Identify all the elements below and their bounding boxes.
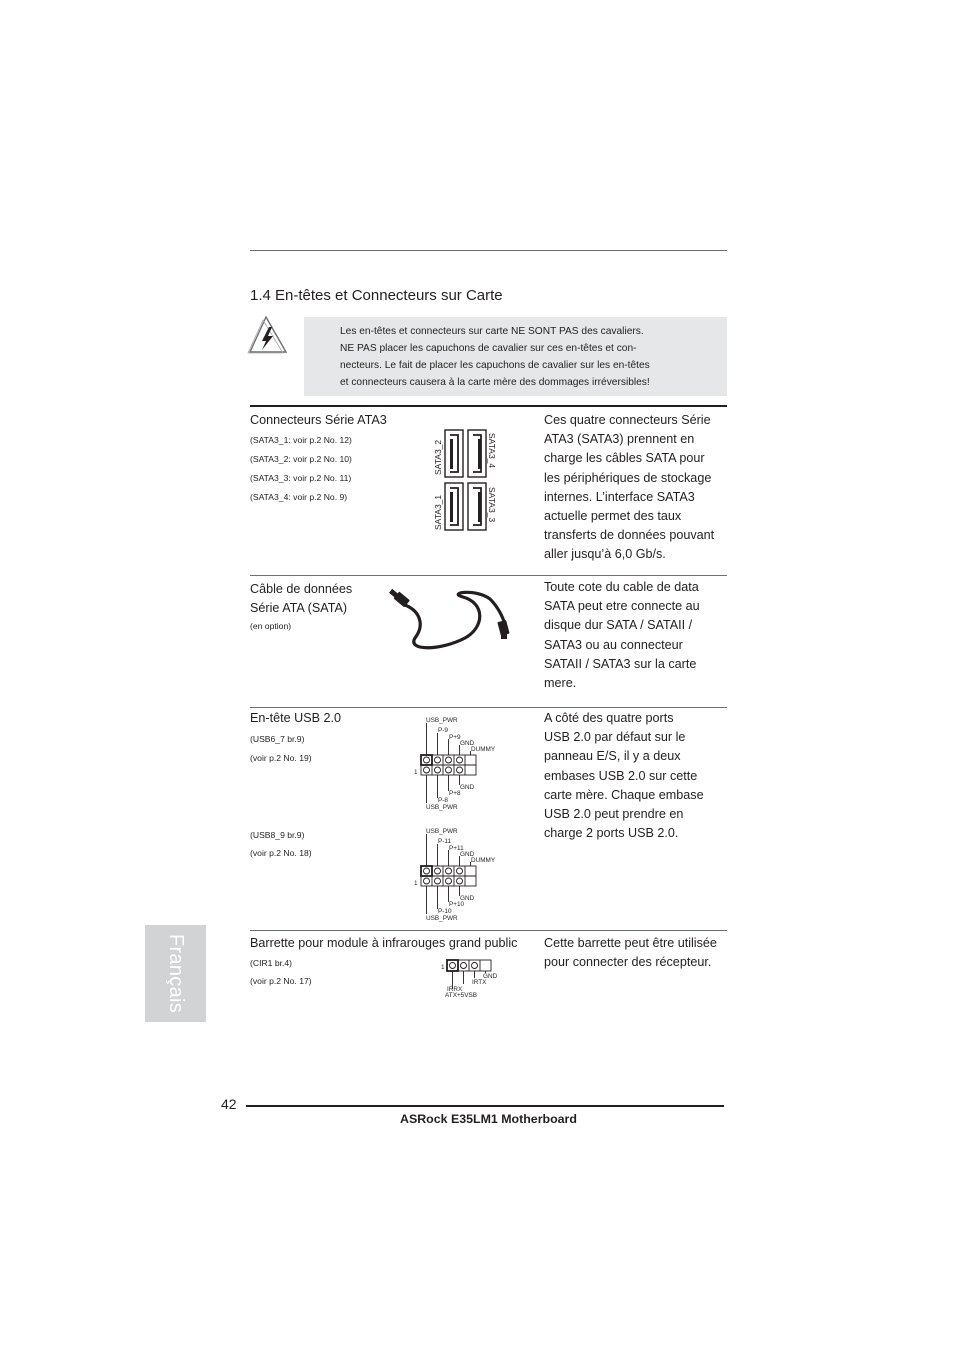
usb-description xyxy=(544,709,722,843)
language-tab-text: Français xyxy=(165,933,187,1014)
desc-line: Toute cote du cable de data xyxy=(544,580,699,594)
usb-pin-label: P-8 xyxy=(438,797,448,804)
warning-line: Les en-têtes et connecteurs sur carte NE SONT PAS des cavaliers. xyxy=(340,326,644,337)
table-top-rule xyxy=(250,405,727,407)
ir-sub: (voir p.2 No. 17) xyxy=(250,976,312,986)
desc-line: ATA3 (SATA3) prennent en xyxy=(544,432,695,447)
usb-sub: (voir p.2 No. 18) xyxy=(250,848,312,858)
usb-pin-label: USB_PWR xyxy=(426,717,458,724)
usb-pin-label: P+8 xyxy=(449,790,461,797)
usb-pin-label: P-11 xyxy=(438,838,452,845)
usb-pin-label: P+9 xyxy=(449,734,461,741)
desc-line: disque dur SATA / SATAII / xyxy=(544,618,693,633)
desc-line: les périphériques de stockage xyxy=(544,470,712,485)
cable-label xyxy=(250,580,352,618)
warning-line: NE PAS placer les capuchons de cavalier sur ces en-têtes et con- xyxy=(340,343,637,354)
desc-line: carte mère. Chaque embase xyxy=(544,787,704,802)
usb-pin-label: P+11 xyxy=(449,845,464,852)
usb-pin-label: 1 xyxy=(414,769,418,776)
sata-sub: (SATA3_3: voir p.2 No. 11) xyxy=(250,473,352,483)
usb-pin-label: USB_PWR xyxy=(426,915,458,922)
usb-pin-label: DUMMY xyxy=(471,746,496,753)
footer-product: ASRock E35LM1 Motherboard xyxy=(400,1112,577,1126)
usb-pin-label: GND xyxy=(460,895,475,902)
desc-line: pour connecter des récepteur. xyxy=(544,955,712,970)
usb-label: En-tête USB 2.0 xyxy=(250,711,342,725)
usb-pin-label: USB_PWR xyxy=(426,828,458,835)
usb-pin-label: P-9 xyxy=(438,727,448,734)
ir-header-diagram xyxy=(438,956,508,1002)
sata-sub: (SATA3_4: voir p.2 No. 9) xyxy=(250,492,348,502)
sata-connectors-diagram xyxy=(430,425,505,535)
warning-line: necteurs. Le fait de placer les capuchons de cavalier sur les en-têtes xyxy=(340,360,650,371)
row-divider xyxy=(250,575,727,576)
page-number: 42 xyxy=(221,1096,237,1112)
desc-line: SATAII / SATA3 sur la carte xyxy=(544,656,697,671)
usb-header-diagram-1 xyxy=(410,713,510,813)
ir-pin-label: IRTX xyxy=(472,979,487,986)
desc-line: Ces quatre connecteurs Série xyxy=(544,413,711,427)
desc-line: embases USB 2.0 sur cette xyxy=(544,768,698,783)
desc-line: Cette barrette peut être utilisée xyxy=(544,936,717,950)
ir-pin-label: GND xyxy=(483,973,498,980)
desc-line: mere. xyxy=(544,676,577,691)
ir-sub: (CIR1 br.4) xyxy=(250,958,293,968)
desc-line: panneau E/S, il y a deux xyxy=(544,749,681,764)
desc-line: aller jusqu’à 6,0 Gb/s. xyxy=(544,547,666,562)
row-divider xyxy=(250,930,727,931)
footer-rule xyxy=(246,1105,724,1107)
sata-port xyxy=(445,483,463,530)
cable-description xyxy=(544,578,722,693)
sata-description xyxy=(544,411,722,565)
row-divider xyxy=(250,707,727,708)
desc-line: SATA peut etre connecte au xyxy=(544,599,700,614)
usb-sub: (voir p.2 No. 19) xyxy=(250,753,312,763)
usb-pin-label: DUMMY xyxy=(471,857,496,864)
desc-line: charge les câbles SATA pour xyxy=(544,451,705,466)
top-rule xyxy=(250,250,727,251)
sata-port-label: SATA3_2 xyxy=(433,439,443,475)
usb-header-diagram-2 xyxy=(410,824,510,924)
sata-port-label: SATA3_3 xyxy=(487,487,497,523)
ir-description xyxy=(544,934,726,972)
desc-line: A côté des quatre ports xyxy=(544,711,674,725)
cable-label-line: Série ATA (SATA) xyxy=(250,601,348,615)
usb-pin-label: GND xyxy=(460,740,475,747)
cable-label-line: Câble de données xyxy=(250,582,353,596)
warning-icon xyxy=(247,315,289,355)
ir-label: Barrette pour module à infrarouges grand public xyxy=(250,936,518,950)
usb-pin-label: P+10 xyxy=(449,901,465,908)
sata-port-label: SATA3_1 xyxy=(433,494,443,530)
desc-line: USB 2.0 peut prendre en xyxy=(544,807,684,822)
desc-line: internes. L’interface SATA3 xyxy=(544,489,695,504)
sata-port xyxy=(468,483,486,530)
desc-line: actuelle permet des taux xyxy=(544,509,682,524)
sata-sub: (SATA3_2: voir p.2 No. 10) xyxy=(250,454,352,464)
section-title: 1.4 En-têtes et Connecteurs sur Carte xyxy=(250,287,503,304)
sata-port-label: SATA3_4 xyxy=(487,433,497,469)
warning-text xyxy=(340,323,681,391)
usb-pin-label: GND xyxy=(460,784,475,791)
usb-pin-label: 1 xyxy=(414,880,418,887)
desc-line: transferts de données pouvant xyxy=(544,528,715,543)
usb-sub: (USB6_7 br.9) xyxy=(250,734,305,744)
sata-port xyxy=(468,430,486,477)
ir-pin-label: IRRX xyxy=(447,986,463,993)
ir-pin-label: ATX+5VSB xyxy=(445,992,478,999)
sata-sub: (SATA3_1: voir p.2 No. 12) xyxy=(250,435,352,445)
usb-pin-label: GND xyxy=(460,851,475,858)
desc-line: SATA3 ou au connecteur xyxy=(544,637,683,652)
ir-pin-label: 1 xyxy=(441,964,445,971)
sata-port xyxy=(445,430,463,477)
desc-line: USB 2.0 par défaut sur le xyxy=(544,730,686,745)
language-tab-label xyxy=(145,925,206,1022)
usb-pin-label: USB_PWR xyxy=(426,804,458,811)
usb-sub: (USB8_9 br.9) xyxy=(250,830,305,840)
warning-line: et connecteurs causera à la carte mère des dommages irréversibles! xyxy=(340,377,650,388)
desc-line: charge 2 ports USB 2.0. xyxy=(544,826,679,841)
usb-pin-label: P-10 xyxy=(438,908,452,915)
cable-sub: (en option) xyxy=(250,621,292,631)
sata-cable-image xyxy=(385,583,515,653)
sata-label: Connecteurs Série ATA3 xyxy=(250,413,387,427)
